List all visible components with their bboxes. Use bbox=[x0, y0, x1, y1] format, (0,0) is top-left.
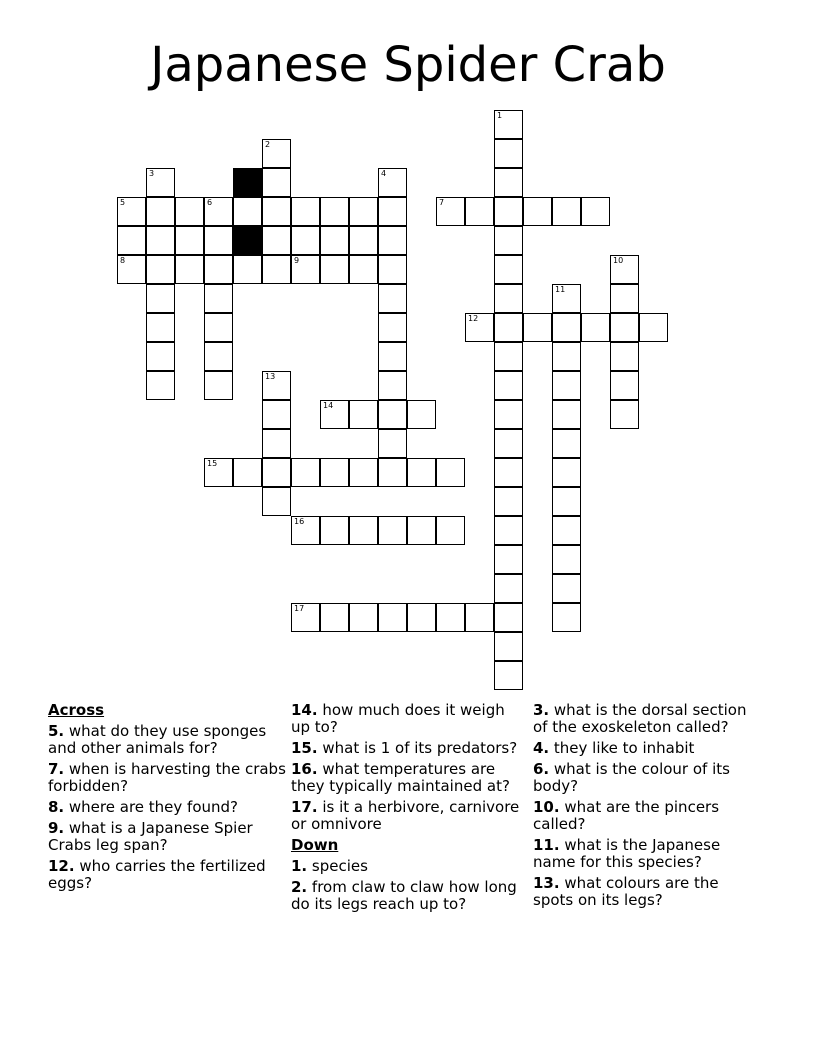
clue-number: 5 bbox=[120, 198, 126, 207]
clue-item bbox=[48, 858, 288, 892]
grid-cell[interactable] bbox=[523, 313, 552, 342]
clue-item-text: what is the Japanese name for this species? bbox=[533, 836, 721, 871]
grid-cell[interactable] bbox=[378, 255, 407, 284]
grid-cell[interactable] bbox=[610, 400, 639, 429]
grid-cell[interactable] bbox=[552, 313, 581, 342]
grid-cell[interactable] bbox=[233, 255, 262, 284]
across-clue-list bbox=[48, 723, 288, 892]
clue-item-number: 15. bbox=[291, 739, 318, 757]
clue-column-2 bbox=[291, 702, 523, 917]
grid-cell[interactable] bbox=[494, 342, 523, 371]
grid-cell[interactable] bbox=[349, 603, 378, 632]
grid-cell[interactable] bbox=[407, 400, 436, 429]
clue-item bbox=[291, 858, 523, 875]
grid-cell[interactable] bbox=[117, 255, 146, 284]
clue-item-number: 7. bbox=[48, 760, 65, 778]
clue-item-number: 16. bbox=[291, 760, 318, 778]
grid-cell[interactable] bbox=[494, 487, 523, 516]
grid-cell[interactable] bbox=[494, 574, 523, 603]
grid-cell[interactable] bbox=[552, 371, 581, 400]
grid-cell[interactable] bbox=[291, 197, 320, 226]
page-title: Japanese Spider Crab bbox=[150, 37, 666, 93]
clue-item bbox=[533, 837, 763, 871]
grid-cell[interactable] bbox=[552, 603, 581, 632]
grid-cell[interactable] bbox=[378, 168, 407, 197]
clue-item-number: 4. bbox=[533, 739, 550, 757]
grid-cell[interactable] bbox=[349, 197, 378, 226]
clue-item bbox=[291, 761, 523, 795]
grid-cell[interactable] bbox=[146, 255, 175, 284]
grid-cell[interactable] bbox=[204, 342, 233, 371]
grid-cell[interactable] bbox=[378, 226, 407, 255]
grid-cell[interactable] bbox=[349, 458, 378, 487]
grid-cell[interactable] bbox=[262, 371, 291, 400]
grid-cell[interactable] bbox=[378, 342, 407, 371]
grid-cell[interactable] bbox=[146, 226, 175, 255]
grid-cell[interactable] bbox=[523, 197, 552, 226]
clue-item bbox=[291, 879, 523, 913]
clue-item-text: who carries the fertilized eggs? bbox=[48, 857, 266, 892]
grid-cell[interactable] bbox=[494, 603, 523, 632]
clue-item-text: what is 1 of its predators? bbox=[317, 739, 518, 757]
grid-cell[interactable] bbox=[436, 458, 465, 487]
grid-cell[interactable] bbox=[552, 574, 581, 603]
clue-number: 2 bbox=[265, 140, 271, 149]
clue-item-text: species bbox=[307, 857, 368, 875]
clue-item bbox=[291, 702, 523, 736]
clue-number: 16 bbox=[294, 517, 305, 526]
clue-column-1 bbox=[48, 702, 288, 896]
grid-cell[interactable] bbox=[494, 110, 523, 139]
clue-item-number: 9. bbox=[48, 819, 65, 837]
grid-cell[interactable] bbox=[320, 255, 349, 284]
grid-cell[interactable] bbox=[233, 197, 262, 226]
grid-cell[interactable] bbox=[291, 603, 320, 632]
down-clue-list-continued bbox=[533, 702, 763, 909]
clue-item-text: they like to inhabit bbox=[549, 739, 695, 757]
grid-cell[interactable] bbox=[349, 226, 378, 255]
grid-cell[interactable] bbox=[204, 371, 233, 400]
grid-cell[interactable] bbox=[378, 313, 407, 342]
grid-cell[interactable] bbox=[465, 603, 494, 632]
grid-cell[interactable] bbox=[117, 226, 146, 255]
grid-cell[interactable] bbox=[581, 313, 610, 342]
grid-cell[interactable] bbox=[610, 371, 639, 400]
grid-cell[interactable] bbox=[291, 255, 320, 284]
grid-cell[interactable] bbox=[407, 458, 436, 487]
grid-cell[interactable] bbox=[262, 168, 291, 197]
grid-cell[interactable] bbox=[407, 516, 436, 545]
grid-cell[interactable] bbox=[204, 313, 233, 342]
black-cell bbox=[233, 226, 262, 255]
grid-cell[interactable] bbox=[262, 255, 291, 284]
down-clue-list bbox=[291, 858, 523, 913]
clue-item bbox=[533, 799, 763, 833]
clue-column-3 bbox=[533, 702, 763, 913]
grid-cell[interactable] bbox=[146, 371, 175, 400]
grid-cell[interactable] bbox=[146, 197, 175, 226]
clue-item-text: from claw to claw how long do its legs reach up to? bbox=[291, 878, 517, 913]
across-heading: Across bbox=[48, 701, 105, 719]
grid-cell[interactable] bbox=[204, 284, 233, 313]
grid-cell[interactable] bbox=[610, 342, 639, 371]
grid-cell[interactable] bbox=[494, 429, 523, 458]
grid-cell[interactable] bbox=[494, 458, 523, 487]
clue-number: 17 bbox=[294, 604, 305, 613]
grid-cell[interactable] bbox=[262, 487, 291, 516]
clue-item-text: what is a Japanese Spier Crabs leg span? bbox=[48, 819, 253, 854]
grid-cell[interactable] bbox=[262, 139, 291, 168]
clue-item-number: 1. bbox=[291, 857, 308, 875]
clue-item bbox=[48, 799, 288, 816]
grid-cell[interactable] bbox=[320, 197, 349, 226]
grid-cell[interactable] bbox=[494, 313, 523, 342]
grid-cell[interactable] bbox=[494, 661, 523, 690]
grid-cell[interactable] bbox=[552, 458, 581, 487]
grid-cell[interactable] bbox=[494, 197, 523, 226]
clue-number: 6 bbox=[207, 198, 213, 207]
clue-item-text: what are the pincers called? bbox=[533, 798, 720, 833]
clue-item-number: 12. bbox=[48, 857, 75, 875]
grid-cell[interactable] bbox=[204, 255, 233, 284]
clue-item-text: what colours are the spots on its legs? bbox=[533, 874, 719, 909]
grid-cell[interactable] bbox=[494, 168, 523, 197]
grid-cell[interactable] bbox=[610, 255, 639, 284]
clue-number: 13 bbox=[265, 372, 276, 381]
clue-item bbox=[533, 761, 763, 795]
grid-cell[interactable] bbox=[465, 197, 494, 226]
clue-item bbox=[291, 740, 523, 757]
grid-cell[interactable] bbox=[146, 168, 175, 197]
across-clue-list-continued bbox=[291, 702, 523, 833]
grid-cell[interactable] bbox=[494, 516, 523, 545]
clue-item-text: is it a herbivore, carnivore or omnivore bbox=[291, 798, 520, 833]
clue-number: 9 bbox=[294, 256, 300, 265]
clue-item bbox=[533, 702, 763, 736]
grid-cell[interactable] bbox=[610, 284, 639, 313]
grid-cell[interactable] bbox=[204, 197, 233, 226]
clue-item-number: 14. bbox=[291, 701, 318, 719]
grid-cell[interactable] bbox=[552, 342, 581, 371]
clue-item bbox=[533, 875, 763, 909]
grid-cell[interactable] bbox=[436, 197, 465, 226]
clue-item bbox=[533, 740, 763, 757]
grid-cell[interactable] bbox=[494, 226, 523, 255]
grid-cell[interactable] bbox=[320, 603, 349, 632]
grid-cell[interactable] bbox=[378, 400, 407, 429]
clue-item-number: 2. bbox=[291, 878, 308, 896]
grid-cell[interactable] bbox=[262, 429, 291, 458]
clue-number: 8 bbox=[120, 256, 126, 265]
clue-number: 10 bbox=[613, 256, 624, 265]
grid-cell[interactable] bbox=[494, 255, 523, 284]
clue-item bbox=[291, 799, 523, 833]
grid-cell[interactable] bbox=[262, 226, 291, 255]
down-heading: Down bbox=[291, 836, 339, 854]
grid-cell[interactable] bbox=[378, 603, 407, 632]
grid-cell[interactable] bbox=[204, 226, 233, 255]
grid-cell[interactable] bbox=[378, 429, 407, 458]
grid-cell[interactable] bbox=[552, 197, 581, 226]
clue-item bbox=[48, 723, 288, 757]
grid-cell[interactable] bbox=[320, 226, 349, 255]
clue-number: 14 bbox=[323, 401, 334, 410]
grid-cell[interactable] bbox=[175, 197, 204, 226]
grid-cell[interactable] bbox=[233, 458, 262, 487]
clue-item-number: 17. bbox=[291, 798, 318, 816]
grid-cell[interactable] bbox=[494, 400, 523, 429]
grid-cell[interactable] bbox=[494, 632, 523, 661]
grid-cell[interactable] bbox=[436, 516, 465, 545]
clue-item-number: 6. bbox=[533, 760, 550, 778]
grid-cell[interactable] bbox=[291, 516, 320, 545]
grid-cell[interactable] bbox=[552, 400, 581, 429]
grid-cell[interactable] bbox=[378, 516, 407, 545]
clue-item-text: what is the colour of its body? bbox=[533, 760, 730, 795]
clue-number: 1 bbox=[497, 111, 503, 120]
grid-cell[interactable] bbox=[320, 458, 349, 487]
grid-cell[interactable] bbox=[262, 458, 291, 487]
grid-cell[interactable] bbox=[494, 284, 523, 313]
grid-cell[interactable] bbox=[291, 226, 320, 255]
clue-item-text: what is the dorsal section of the exoskeleton called? bbox=[533, 701, 747, 736]
clue-item-text: when is harvesting the crabs forbidden? bbox=[48, 760, 286, 795]
grid-cell[interactable] bbox=[146, 342, 175, 371]
grid-cell[interactable] bbox=[175, 226, 204, 255]
grid-cell[interactable] bbox=[552, 545, 581, 574]
grid-cell[interactable] bbox=[494, 371, 523, 400]
clue-number: 12 bbox=[468, 314, 479, 323]
grid-cell[interactable] bbox=[552, 284, 581, 313]
grid-cell[interactable] bbox=[581, 197, 610, 226]
grid-cell[interactable] bbox=[320, 400, 349, 429]
clue-item-number: 8. bbox=[48, 798, 65, 816]
clue-item bbox=[48, 820, 288, 854]
grid-cell[interactable] bbox=[262, 400, 291, 429]
black-cell bbox=[233, 168, 262, 197]
grid-cell[interactable] bbox=[407, 603, 436, 632]
grid-cell[interactable] bbox=[494, 139, 523, 168]
grid-cell[interactable] bbox=[117, 197, 146, 226]
clue-number: 4 bbox=[381, 169, 387, 178]
clue-number: 3 bbox=[149, 169, 155, 178]
clue-item-text: what temperatures are they typically maintained at? bbox=[291, 760, 510, 795]
clue-item-number: 13. bbox=[533, 874, 560, 892]
grid-cell[interactable] bbox=[610, 313, 639, 342]
grid-cell[interactable] bbox=[204, 458, 233, 487]
grid-cell[interactable] bbox=[378, 197, 407, 226]
clue-item-number: 3. bbox=[533, 701, 550, 719]
clue-item-text: what do they use sponges and other animals for? bbox=[48, 722, 267, 757]
grid-cell[interactable] bbox=[291, 458, 320, 487]
grid-cell[interactable] bbox=[320, 516, 349, 545]
grid-cell[interactable] bbox=[465, 313, 494, 342]
grid-cell[interactable] bbox=[349, 516, 378, 545]
clue-item bbox=[48, 761, 288, 795]
grid-cell[interactable] bbox=[378, 371, 407, 400]
grid-cell[interactable] bbox=[175, 255, 204, 284]
clue-item-number: 10. bbox=[533, 798, 560, 816]
grid-cell[interactable] bbox=[378, 458, 407, 487]
grid-cell[interactable] bbox=[146, 284, 175, 313]
grid-cell[interactable] bbox=[552, 429, 581, 458]
grid-cell[interactable] bbox=[349, 255, 378, 284]
grid-cell[interactable] bbox=[552, 516, 581, 545]
clue-number: 11 bbox=[555, 285, 566, 294]
grid-cell[interactable] bbox=[146, 313, 175, 342]
grid-cell[interactable] bbox=[436, 603, 465, 632]
grid-cell[interactable] bbox=[262, 197, 291, 226]
grid-cell[interactable] bbox=[639, 313, 668, 342]
grid-cell[interactable] bbox=[378, 284, 407, 313]
clue-item-number: 5. bbox=[48, 722, 65, 740]
grid-cell[interactable] bbox=[552, 487, 581, 516]
clue-item-text: how much does it weigh up to? bbox=[291, 701, 505, 736]
clue-number: 15 bbox=[207, 459, 218, 468]
clue-number: 7 bbox=[439, 198, 445, 207]
grid-cell[interactable] bbox=[349, 400, 378, 429]
clue-item-number: 11. bbox=[533, 836, 560, 854]
grid-cell[interactable] bbox=[494, 545, 523, 574]
clue-item-text: where are they found? bbox=[64, 798, 238, 816]
